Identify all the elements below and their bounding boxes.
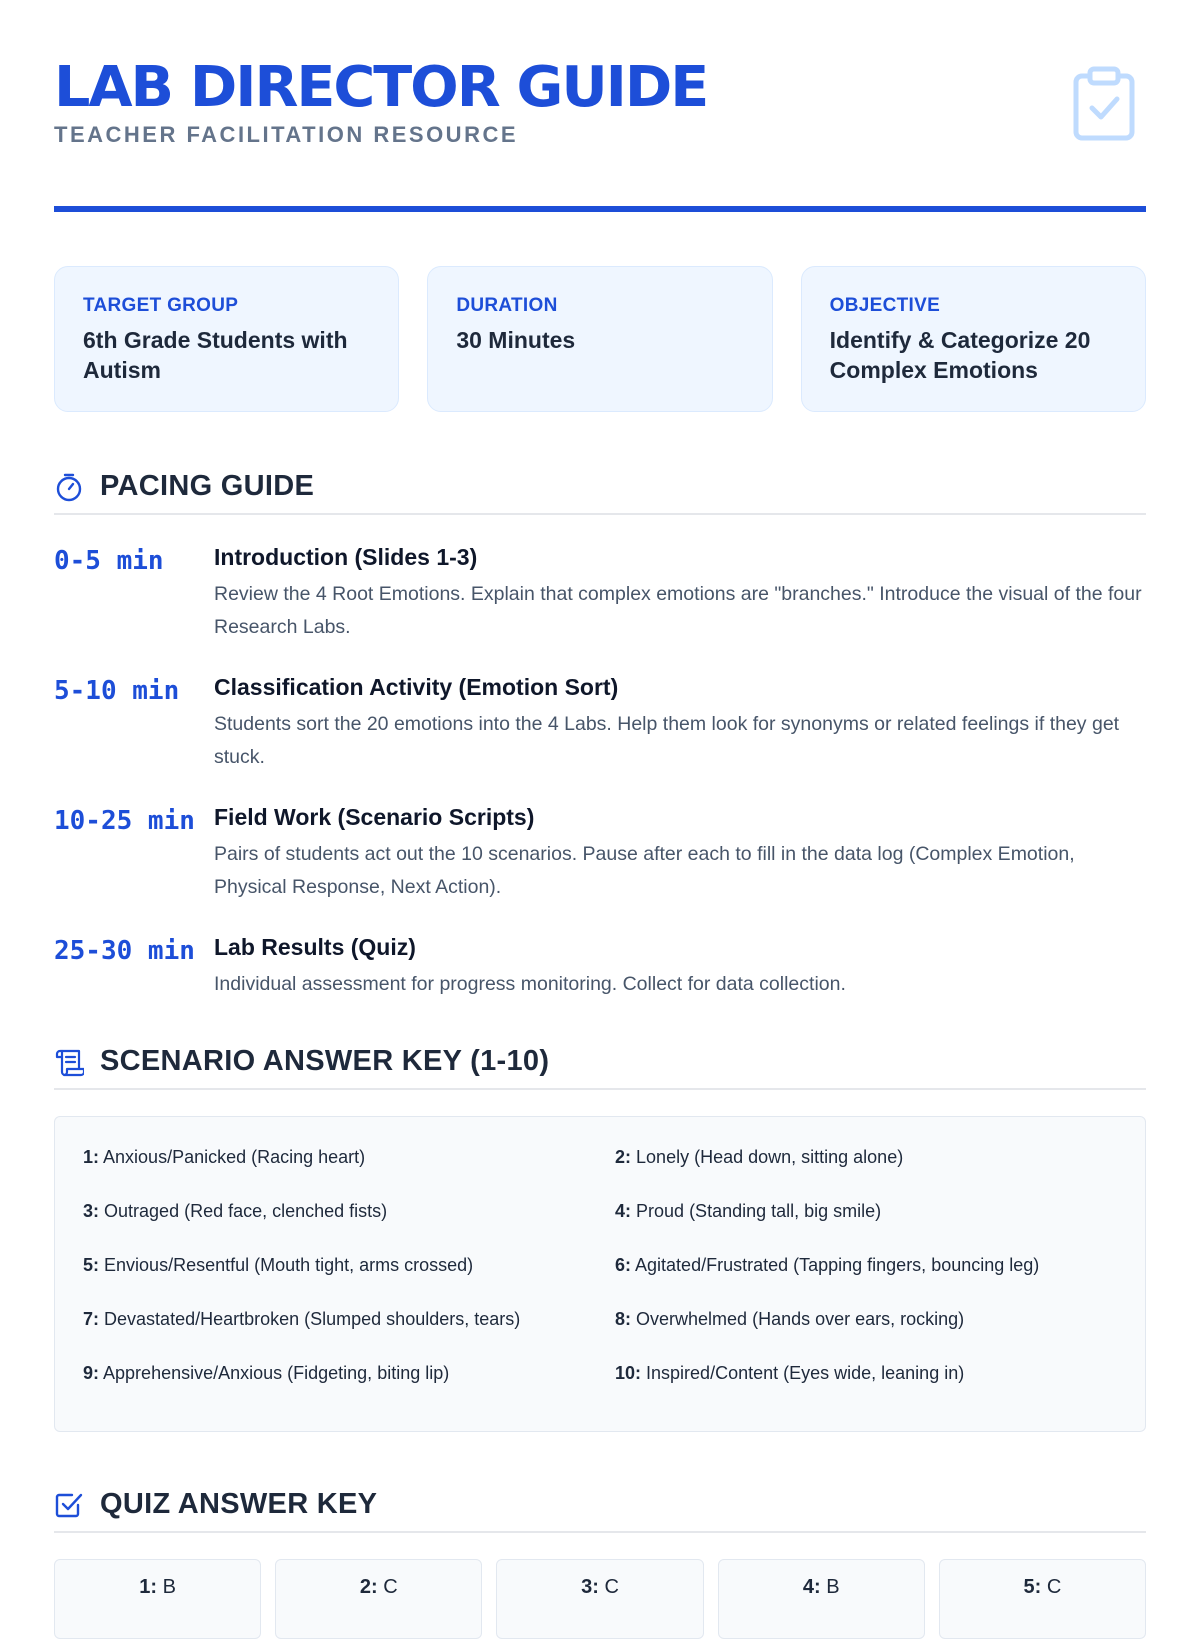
card-label: OBJECTIVE <box>829 295 941 316</box>
card-value: 6th Grade Students with Autism <box>83 327 348 383</box>
page-header <box>54 0 1146 186</box>
clipboard-check-icon <box>1072 66 1136 142</box>
section-header <box>54 1045 1146 1090</box>
scenario-key-item: 1: Anxious/Panicked (Racing heart) <box>83 1147 366 1167</box>
card-label: TARGET GROUP <box>83 295 239 316</box>
card-value: Identify & Categorize 20 Complex Emotions <box>829 327 1091 383</box>
scenario-key-item: 9: Apprehensive/Anxious (Fidgeting, biting lip) <box>83 1363 450 1383</box>
quiz-answer: 1: B <box>54 1559 261 1639</box>
info-card-duration <box>427 266 772 412</box>
quiz-answer: 4: B <box>718 1559 925 1639</box>
info-card-objective <box>801 266 1146 412</box>
header-divider <box>54 206 1146 212</box>
scenario-key-item: 3: Outraged (Red face, clenched fists) <box>83 1201 388 1221</box>
scenario-key-item: 6: Agitated/Frustrated (Tapping fingers, bouncing leg) <box>615 1255 1040 1275</box>
pacing-title: Introduction (Slides 1-3) <box>214 544 478 570</box>
pacing-item <box>54 541 1146 644</box>
pacing-time: 0-5 min <box>54 546 164 576</box>
scenario-key-item: 7: Devastated/Heartbroken (Slumped shoulders, tears) <box>83 1309 521 1329</box>
quiz-answer: 5: C <box>939 1559 1146 1639</box>
quiz-answer-row <box>54 1559 1146 1639</box>
pacing-description: Individual assessment for progress monitoring. Collect for data collection. <box>214 973 846 995</box>
scenario-answer-key-section <box>54 1045 1146 1432</box>
scenario-key-item: 4: Proud (Standing tall, big smile) <box>615 1201 882 1221</box>
card-value: 30 Minutes <box>456 327 576 353</box>
pacing-description: Pairs of students act out the 10 scenarios. Pause after each to fill in the data log (Complex Emotion, Physical Response, Next Action). <box>214 843 1075 898</box>
pacing-time: 5-10 min <box>54 676 180 706</box>
pacing-time: 25-30 min <box>54 936 195 966</box>
section-header <box>54 470 1146 515</box>
scenario-key-item: 2: Lonely (Head down, sitting alone) <box>615 1147 904 1167</box>
section-title: SCENARIO ANSWER KEY (1-10) <box>100 1045 550 1077</box>
quiz-answer: 3: C <box>496 1559 703 1639</box>
section-title: PACING GUIDE <box>100 470 315 502</box>
pacing-list <box>54 541 1146 1001</box>
stopwatch-icon <box>54 472 84 502</box>
checkbox-icon <box>54 1490 84 1520</box>
card-label: DURATION <box>456 295 558 316</box>
quiz-answer: 2: C <box>275 1559 482 1639</box>
page-title: LAB DIRECTOR GUIDE <box>54 55 708 120</box>
pacing-title: Classification Activity (Emotion Sort) <box>214 674 619 700</box>
pacing-time: 10-25 min <box>54 806 195 836</box>
pacing-description: Review the 4 Root Emotions. Explain that complex emotions are "branches." Introduce the visual of the four Research Labs. <box>214 583 1142 638</box>
pacing-title: Lab Results (Quiz) <box>214 934 416 960</box>
scenario-key-item: 8: Overwhelmed (Hands over ears, rocking) <box>615 1309 965 1329</box>
pacing-title: Field Work (Scenario Scripts) <box>214 804 535 830</box>
pacing-item <box>54 671 1146 774</box>
scenario-key-item: 5: Envious/Resentful (Mouth tight, arms crossed) <box>83 1255 474 1275</box>
pacing-item <box>54 801 1146 904</box>
scenario-key-box <box>54 1116 1146 1432</box>
scenario-key-item: 10: Inspired/Content (Eyes wide, leaning in) <box>615 1363 965 1383</box>
section-header <box>54 1488 1146 1533</box>
info-card-target-group <box>54 266 399 412</box>
section-title: QUIZ ANSWER KEY <box>100 1488 378 1520</box>
quiz-answer-key-section <box>54 1488 1146 1639</box>
scroll-icon <box>54 1047 84 1077</box>
info-cards <box>54 266 1146 412</box>
pacing-guide-section <box>54 470 1146 1001</box>
pacing-item <box>54 931 1146 1001</box>
page-subtitle: TEACHER FACILITATION RESOURCE <box>54 122 519 147</box>
pacing-description: Students sort the 20 emotions into the 4 Labs. Help them look for synonyms or related feelings if they get stuck. <box>214 713 1120 768</box>
